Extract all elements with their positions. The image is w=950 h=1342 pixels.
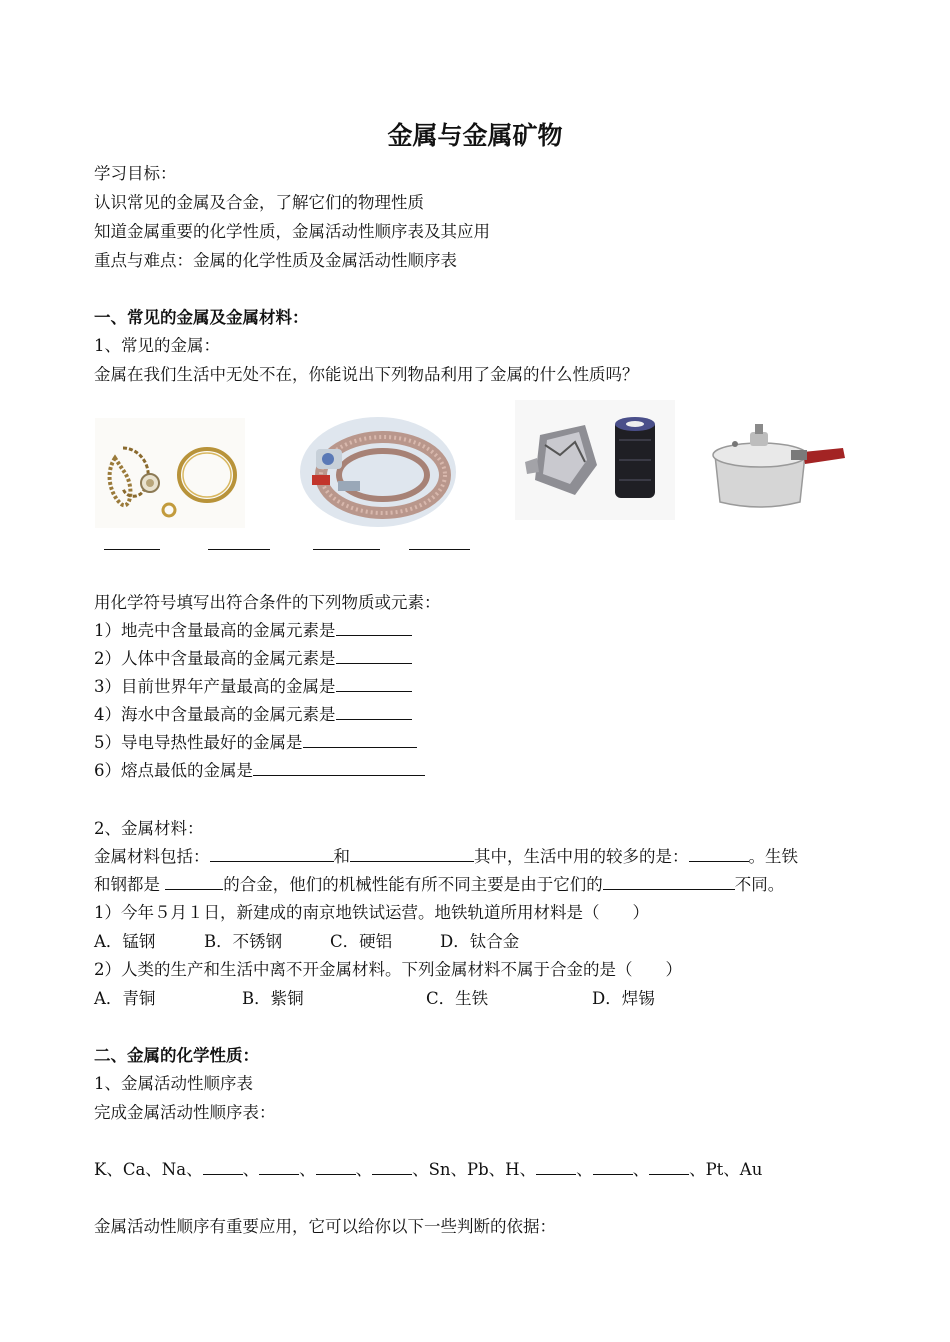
materials-line-2: 和钢都是 的合金，他们的机械性能有所不同主要是由于它们的 不同。 <box>94 875 785 894</box>
answer-blank[interactable] <box>689 847 749 862</box>
fill-item: 1）地壳中含量最高的金属元素是 <box>94 620 412 642</box>
materials-line-1: 金属材料包括： 和 其中，生活中用的较多的是： 。生铁 <box>94 847 798 866</box>
section1-heading: 一、常见的金属及金属材料： <box>94 308 309 327</box>
question-2: 2）人类的生产和生活中离不开金属材料。下列金属材料不属于合金的是（ ） <box>94 960 682 979</box>
answer-blank[interactable] <box>210 847 334 862</box>
activity-series: K、Ca、Na、 、 、 、 、Sn、Pb、H、 、 、 、Pt、Au <box>94 1160 763 1179</box>
objectives-heading: 学习目标： <box>94 164 177 183</box>
answer-blank[interactable] <box>593 1160 633 1175</box>
option-c[interactable]: C．硬铝 <box>330 932 393 951</box>
option-c[interactable]: C．生铁 <box>426 989 489 1008</box>
answer-blank[interactable] <box>649 1160 689 1175</box>
answer-blank[interactable] <box>336 621 412 636</box>
answer-blank[interactable] <box>336 649 412 664</box>
section2-sub1: 1、金属活动性顺序表 <box>94 1074 253 1093</box>
section1-sub2: 2、金属材料： <box>94 819 204 838</box>
pressure-cooker-photo <box>695 410 850 515</box>
answer-blank[interactable] <box>372 1160 412 1175</box>
fill-item: 5）导电导热性最好的金属是 <box>94 732 417 754</box>
key-points: 重点与难点：金属的化学性质及金属活动性顺序表 <box>94 251 457 270</box>
option-d[interactable]: D．钛合金 <box>440 932 520 951</box>
answer-blank[interactable] <box>259 1160 299 1175</box>
answer-blank[interactable] <box>336 705 412 720</box>
fill-item: 2）人体中含量最高的金属元素是 <box>94 648 412 670</box>
answer-blank[interactable] <box>316 1160 356 1175</box>
section1-sub1: 1、常见的金属： <box>94 336 220 355</box>
objective-item: 认识常见的金属及合金，了解它们的物理性质 <box>94 193 424 212</box>
answer-blank[interactable] <box>336 677 412 692</box>
question-1: 1）今年５月１日，新建成的南京地铁试运营。地铁轨道所用材料是（ ） <box>94 903 649 922</box>
wire-coil-photo <box>298 415 458 530</box>
answer-blank[interactable] <box>409 549 470 550</box>
answer-blank[interactable] <box>203 1160 243 1175</box>
option-a[interactable]: A．青铜 <box>94 989 156 1008</box>
jewelry-photo <box>95 418 245 528</box>
fill-item: 4）海水中含量最高的金属元素是 <box>94 704 412 726</box>
answer-blank[interactable] <box>165 875 223 890</box>
fill-item: 3）目前世界年产量最高的金属是 <box>94 676 412 698</box>
section2-complete: 完成金属活动性顺序表： <box>94 1103 276 1122</box>
option-d[interactable]: D．焊锡 <box>592 989 655 1008</box>
option-b[interactable]: B．不锈钢 <box>204 932 283 951</box>
applications-text: 金属活动性顺序有重要应用，它可以给你以下一些判断的依据： <box>94 1217 556 1236</box>
option-b[interactable]: B．紫铜 <box>242 989 304 1008</box>
section2-heading: 二、金属的化学性质： <box>94 1046 259 1065</box>
page-title: 金属与金属矿物 <box>387 121 563 150</box>
answer-blank[interactable] <box>603 875 735 890</box>
objective-item: 知道金属重要的化学性质，金属活动性顺序表及其应用 <box>94 222 490 241</box>
answer-blank[interactable] <box>253 761 425 776</box>
answer-blank[interactable] <box>208 549 270 550</box>
answer-blank[interactable] <box>350 847 474 862</box>
foil-and-cable-photo <box>515 400 675 520</box>
answer-blank[interactable] <box>313 549 380 550</box>
option-a[interactable]: A．锰钢 <box>94 932 156 951</box>
fill-item: 6）熔点最低的金属是 <box>94 760 425 782</box>
fill-intro: 用化学符号填写出符合条件的下列物质或元素： <box>94 593 441 612</box>
section1-intro: 金属在我们生活中无处不在，你能说出下列物品利用了金属的什么性质吗？ <box>94 365 639 384</box>
answer-blank[interactable] <box>303 733 417 748</box>
answer-blank[interactable] <box>104 549 160 550</box>
answer-blank[interactable] <box>536 1160 576 1175</box>
